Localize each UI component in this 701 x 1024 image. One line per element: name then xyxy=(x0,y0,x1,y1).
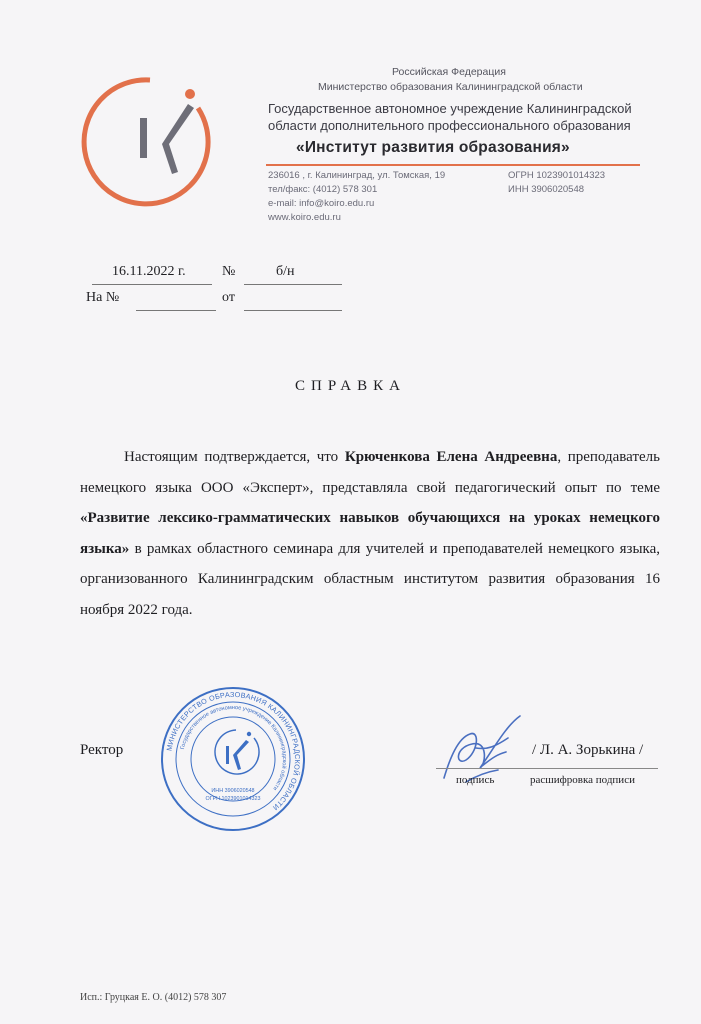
official-stamp xyxy=(160,686,306,832)
person-name: Крюченкова Елена Андреевна xyxy=(344,449,558,465)
ref-underline xyxy=(136,292,216,311)
ref-label: На № xyxy=(86,290,120,305)
stamp-inn: ИНН 3906020548 xyxy=(211,788,255,794)
certificate-body xyxy=(80,442,660,625)
header-email: e-mail: info@koiro.edu.ru xyxy=(268,198,375,209)
header-ogrn: ОГРН 1023901014323 xyxy=(508,170,606,181)
signatory-name: / Л. А. Зорькина / xyxy=(532,742,644,758)
header-org-line2: области дополнительного профессионального образования xyxy=(268,118,631,133)
decode-caption: расшифровка подписи xyxy=(530,774,635,786)
stamp-ogrn: ОГРН 1023901014323 xyxy=(205,796,261,802)
document-number: б/н xyxy=(276,264,295,279)
number-label: № xyxy=(222,264,236,279)
stamp-logo xyxy=(215,730,259,774)
stamp-outer-text: МИНИСТЕРСТВО ОБРАЗОВАНИЯ КАЛИНИНГРАДСКОЙ ОБЛАСТИ xyxy=(164,689,303,813)
header-ministry: Министерство образования Калининградской области xyxy=(318,81,583,93)
header-phone: тел/факс: (4012) 578 301 xyxy=(268,184,378,195)
header-inn: ИНН 3906020548 xyxy=(508,184,585,195)
header-divider xyxy=(266,164,640,166)
document-title: СПРАВКА xyxy=(295,378,406,394)
body-intro: Настоящим подтверждается, что xyxy=(124,449,345,465)
signature-line xyxy=(436,768,512,769)
institute-logo xyxy=(80,72,220,212)
from-label: от xyxy=(222,290,235,305)
executor-note: Исп.: Груцкая Е. О. (4012) 578 307 xyxy=(80,992,227,1003)
body-position: , преподаватель немецкого языка ООО «Эксперт», представляла свой педагогический опыт по теме xyxy=(80,449,660,496)
decode-line xyxy=(508,768,658,769)
from-underline xyxy=(244,292,342,311)
stamp-inner-text: Государственное автономное учреждение Калининградской области xyxy=(179,704,288,792)
signature-caption: подпись xyxy=(456,774,495,786)
signatory-position: Ректор xyxy=(80,742,124,758)
header-website: www.koiro.edu.ru xyxy=(268,212,341,223)
header-country: Российская Федерация xyxy=(392,66,506,78)
document-date: 16.11.2022 г. xyxy=(112,264,186,279)
header-address: 236016 , г. Калининград, ул. Томская, 19 xyxy=(268,170,446,181)
header-institute: «Институт развития образования» xyxy=(296,139,570,156)
body-details: в рамках областного семинара для учителей и преподавателей немецкого языка, организованного Калининградским областным институтом развития образования 16 ноября 2022 года. xyxy=(80,540,660,618)
presentation-topic: «Развитие лексико-грамматических навыков обучающихся на уроках немецкого языка» xyxy=(80,510,660,557)
header-org-line1: Государственное автономное учреждение Калининградской xyxy=(268,101,632,116)
